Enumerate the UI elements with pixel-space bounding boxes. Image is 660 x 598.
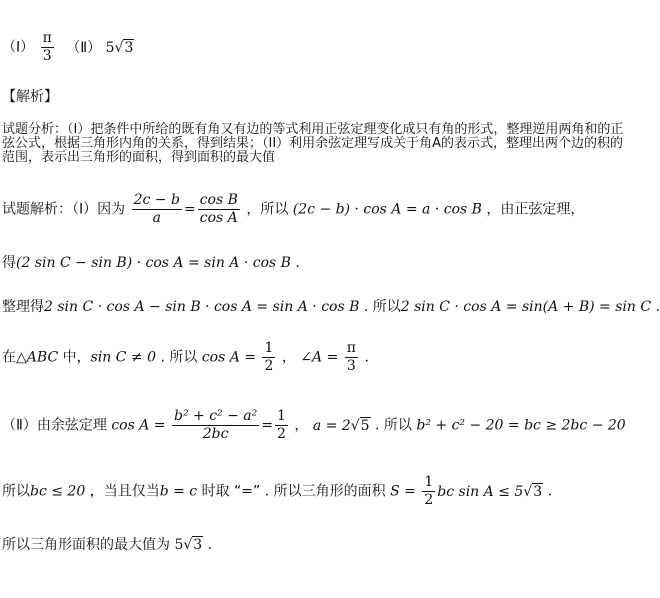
fraction-lhs: $\frac{2c - b}{a}$ (133, 192, 180, 226)
fraction: $\frac{1}{2}$ (276, 408, 286, 442)
analysis-heading: 【解析】 (2, 89, 58, 105)
fraction: $\frac{1}{2}$ (424, 474, 434, 508)
answer-line (2, 30, 134, 65)
analysis-paragraph: 试题分析：（I）把条件中所给的既有角又有边的等式利用正弦定理变化成只有角的形式，整理逆用两角和的正弦公式，根据三角形内角的关系，得到结果；（II）利用余弦定理写成关于角A的表示式，整理出两个边的积的范围，表示出三角形的面积，得到面积的最大值 (2, 122, 624, 165)
solution-line-5: （Ⅱ）由余弦定理 cos A = $\frac{\text{b² + c² − a²}}{2bc}$ = $\frac{1}{2}$ ， a = 2√5 . 所以 b² + c² − 20 = bc ≥ 2bc − 20 (2, 408, 626, 442)
solution-line-4: 在△ABC 中，sin C ≠ 0 . 所以 cos A = $\frac{1}{2}$ ， ∠A = $\frac{\pi}{3}$ . (2, 340, 369, 374)
expr: (2 sin C − sin B) · cos A = sin A · cos B (16, 255, 291, 271)
solution-line-1: 试题解析：（Ⅰ）因为 $\frac{2c - b}{a}$ = $\frac{\text{cos B}}{\text{cos A}}$ ，所以 (2c − b) · cos A = a · cos B ，由正弦定理， (2, 192, 585, 226)
solution-line-3: 整理得2 sin C · cos A − sin B · cos A = sin A · cos B . 所以2 sin C · cos A = sin(A + B) = sin C . (2, 299, 660, 315)
solution-line-7: 所以三角形面积的最大值为 5√3 . (2, 537, 213, 553)
fraction: $\frac{\text{b² + c² − a²}}{2bc}$ (174, 408, 258, 442)
fraction: $\frac{\pi}{3}$ (346, 340, 356, 374)
expr: (2c − b) · cos A = a · cos B (292, 201, 482, 218)
part2-label: （Ⅱ） (66, 39, 102, 56)
solution-line-6: 所以bc ≤ 20 ，当且仅当b = c 时取 “=” . 所以三角形的面积 S = $\frac{1}{2}$ bc sin A ≤ 5√3 . (2, 474, 553, 508)
expr: 2 sin C · cos A − sin B · cos A = sin A · cos B (44, 299, 360, 315)
part1-fraction: $\frac{\pi}{3}$ (42, 30, 52, 64)
part1-label: （Ⅰ） (2, 39, 35, 56)
fraction-rhs: $\frac{\text{cos B}}{\text{cos A}}$ (199, 192, 238, 226)
solution-line-2: 得(2 sin C − sin B) · cos A = sin A · cos B . (2, 255, 300, 271)
part2-answer: 5√3 (105, 39, 134, 56)
fraction: $\frac{1}{2}$ (264, 340, 274, 374)
expr: 2 sin C · cos A = sin(A + B) = sin C (400, 299, 652, 315)
